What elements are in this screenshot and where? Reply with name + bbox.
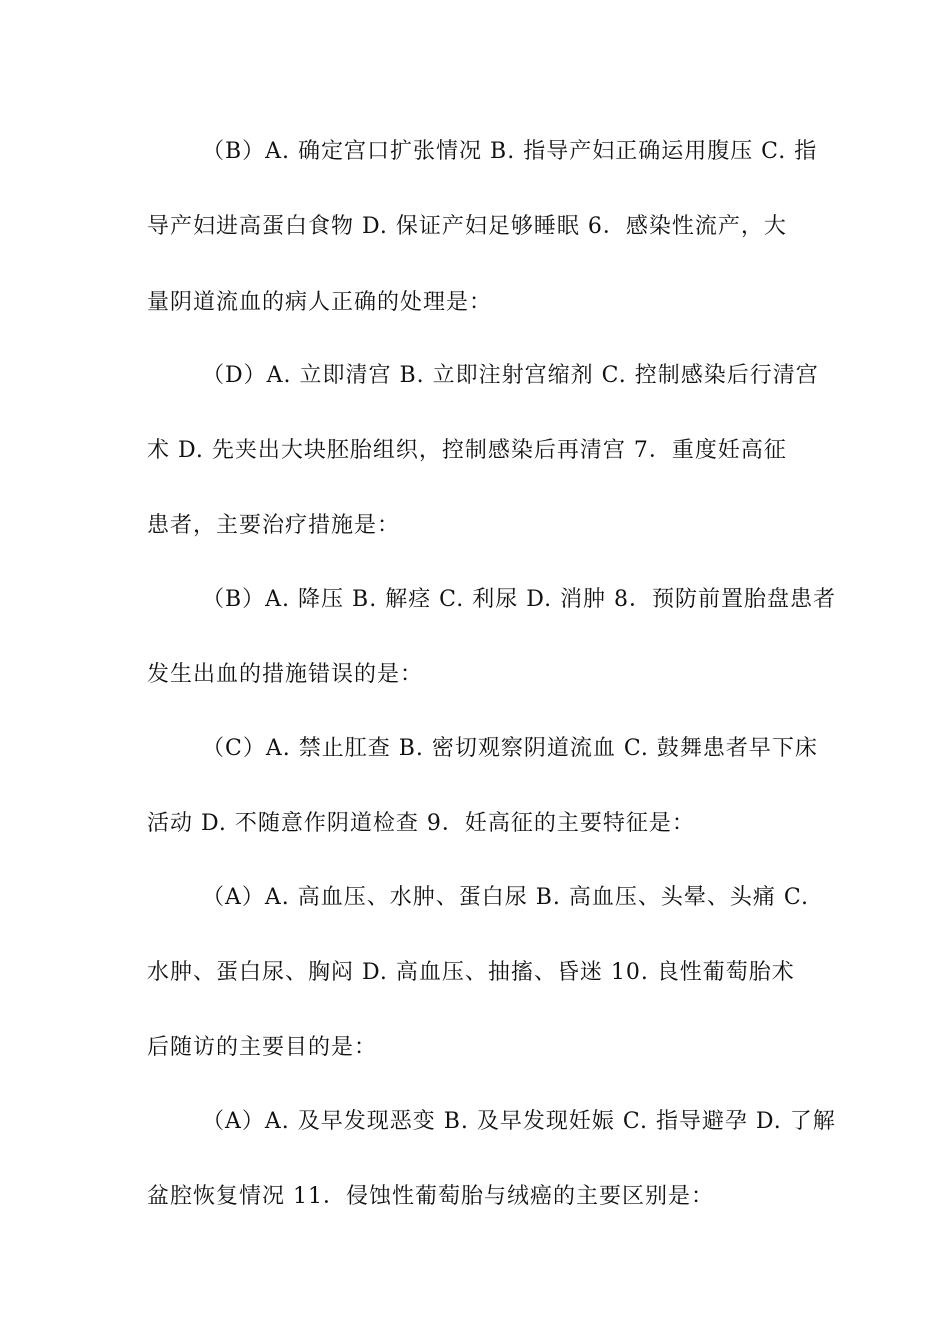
paragraph-1-line-2: 导产妇进高蛋白食物 D. 保证产妇足够睡眠 6．感染性流产，大: [147, 214, 787, 239]
paragraph-3-line-1: （B）A. 降压 B. 解痉 C. 利尿 D. 消肿 8．预防前置胎盘患者: [202, 587, 837, 612]
paragraph-2-line-3: 患者，主要治疗措施是：: [147, 513, 401, 538]
paragraph-4-line-1: （C）A. 禁止肛查 B. 密切观察阴道流血 C. 鼓舞患者早下床: [202, 736, 818, 761]
paragraph-4-line-2: 活动 D. 不随意作阴道检查 9．妊高征的主要特征是：: [147, 811, 695, 836]
paragraph-6-line-2: 盆腔恢复情况 11．侵蚀性葡萄胎与绒癌的主要区别是：: [147, 1184, 714, 1209]
paragraph-5-line-1: （A）A. 高血压、水肿、蛋白尿 B. 高血压、头晕、头痛 C.: [202, 885, 809, 910]
paragraph-3-line-2: 发生出血的措施错误的是：: [147, 662, 424, 687]
paragraph-1-line-1: （B）A. 确定宫口扩张情况 B. 指导产妇正确运用腹压 C. 指: [202, 139, 818, 164]
paragraph-5-line-3: 后随访的主要目的是：: [147, 1035, 378, 1060]
paragraph-6-line-1: （A）A. 及早发现恶变 B. 及早发现妊娠 C. 指导避孕 D. 了解: [202, 1109, 836, 1134]
paragraph-1-line-3: 量阴道流血的病人正确的处理是：: [147, 290, 493, 315]
paragraph-5-line-2: 水肿、蛋白尿、胸闷 D. 高血压、抽搐、昏迷 10. 良性葡萄胎术: [147, 960, 795, 985]
paragraph-2-line-2: 术 D. 先夹出大块胚胎组织，控制感染后再清宫 7．重度妊高征: [147, 438, 787, 463]
paragraph-2-line-1: （D）A. 立即清宫 B. 立即注射宫缩剂 C. 控制感染后行清宫: [202, 363, 819, 388]
